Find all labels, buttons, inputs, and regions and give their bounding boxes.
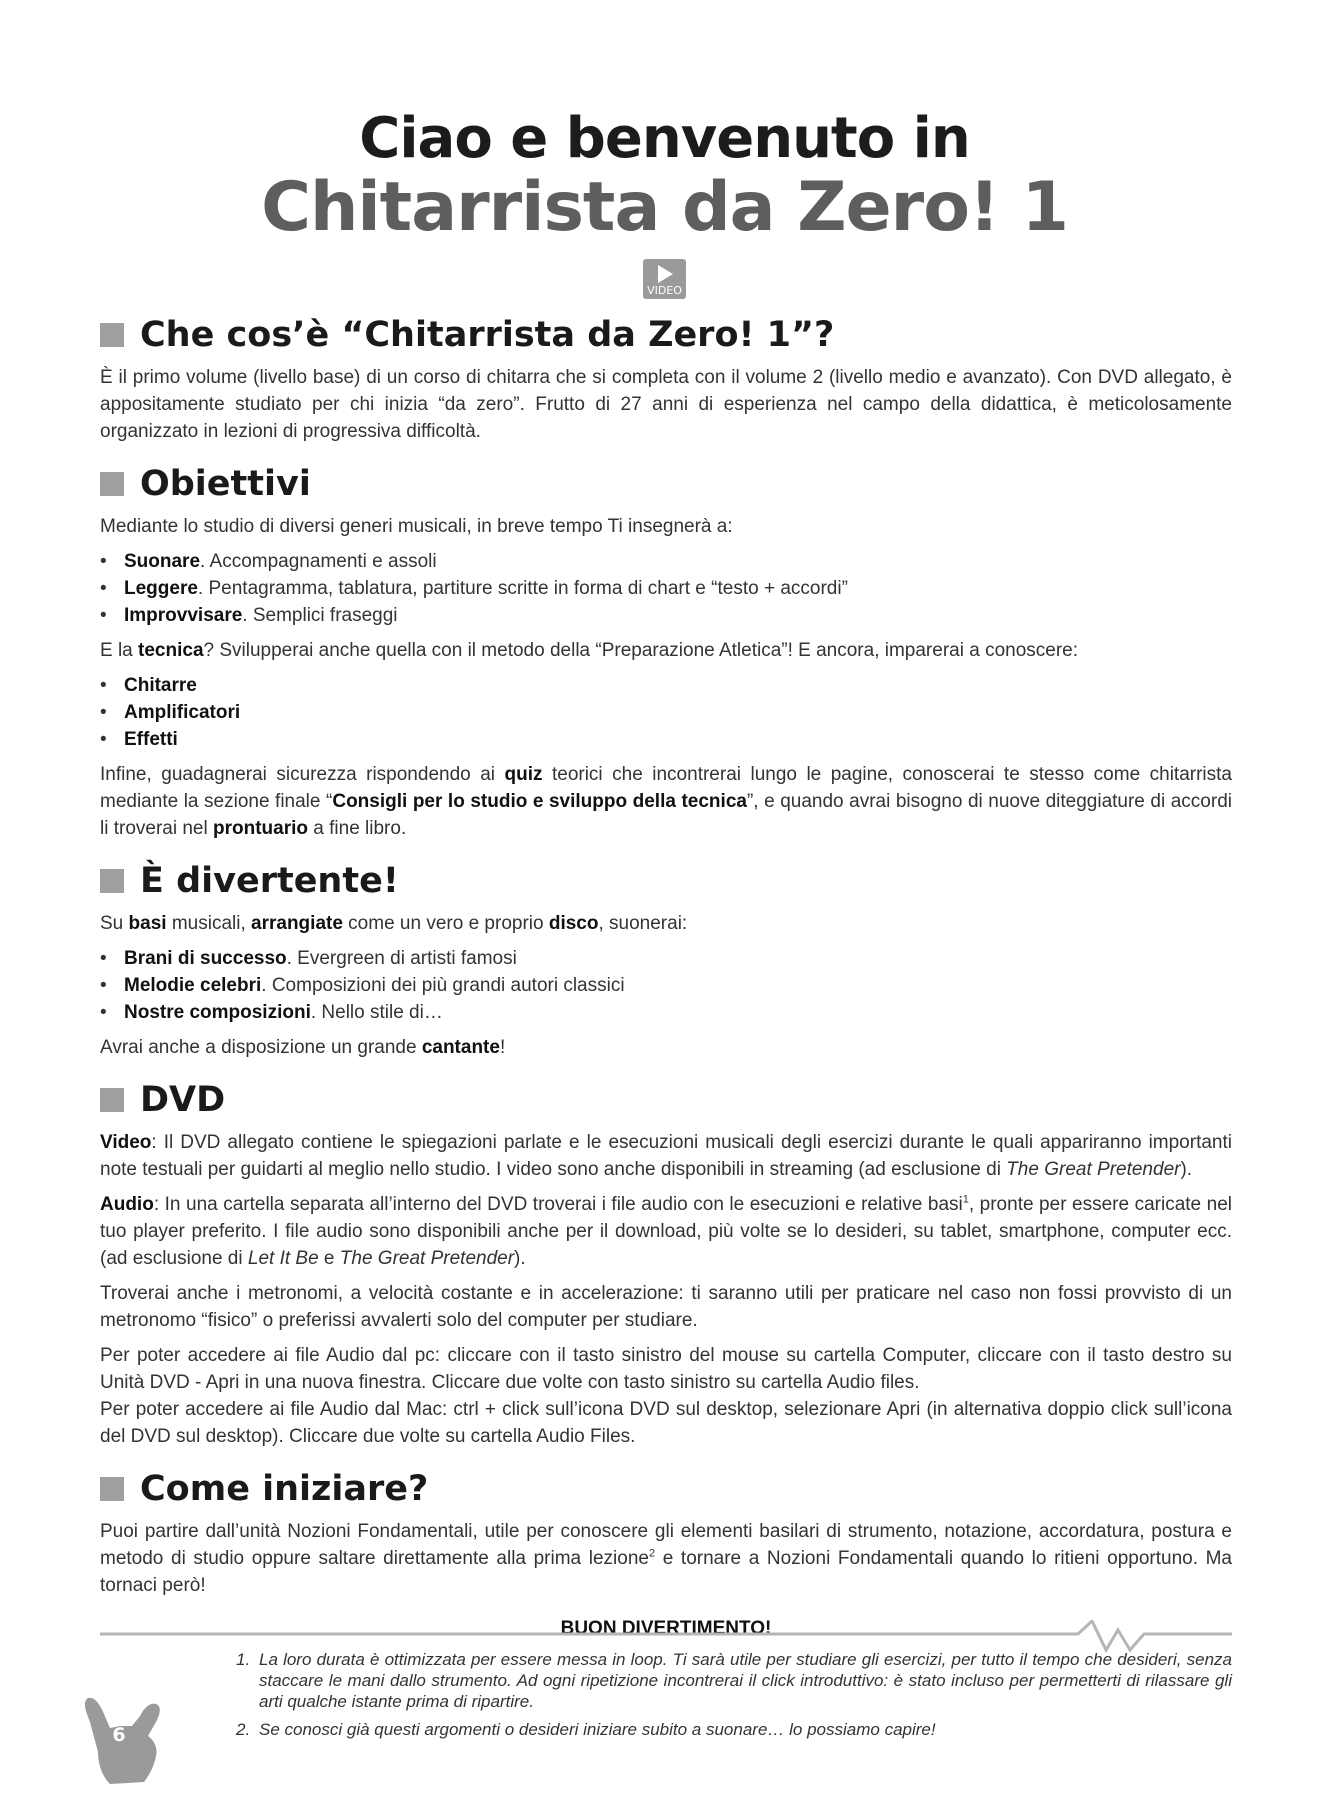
- list-item: • Improvvisare. Semplici fraseggi: [100, 602, 1232, 629]
- list-item: • Nostre composizioni. Nello stile di…: [100, 999, 1232, 1026]
- footnote: 2. Se conosci già questi argomenti o desideri iniziare subito a suonare… lo possiamo capire!: [236, 1720, 936, 1739]
- section-heading-iniziare: [100, 1466, 1232, 1512]
- section-square-icon: [100, 869, 124, 893]
- metronomi-paragraph: Troverai anche i metronomi, a velocità costante e in accelerazione: ti saranno utili per praticare nel caso non fossi provvisto di un metronomo “fisico” o preferissi avvalerti solo del computer per studiare.: [100, 1283, 1232, 1331]
- list-item: • Melodie celebri. Composizioni dei più grandi autori classici: [100, 972, 1232, 999]
- title-line-2: Chitarrista da Zero! 1: [261, 168, 1068, 247]
- list-item: • Leggere. Pentagramma, tablatura, partiture scritte in forma di chart e “testo + accordi”: [100, 575, 1232, 602]
- video-badge[interactable]: [643, 259, 686, 299]
- list-item: • Amplificatori: [100, 699, 1232, 726]
- repertoire-list: [100, 945, 1232, 1026]
- tecnica-paragraph: E la tecnica? Svilupperai anche quella con il metodo della “Preparazione Atletica”! E ancora, imparerai a conoscere:: [100, 640, 1079, 661]
- section-square-icon: [100, 472, 124, 496]
- footnotes: [236, 1649, 1232, 1747]
- section-heading-text: Che cos’è “Chitarrista da Zero! 1”?: [140, 315, 835, 355]
- iniziare-paragraph: Puoi partire dall’unità Nozioni Fondamentali, utile per conoscere gli elementi basilari di strumento, notazione, accordatura, postura e metodo di studio oppure saltare direttamente alla prima lezione$^2$ e tornare a Nozioni Fondamentali quando lo ritieni opportuno. Ma tornaci però!: [100, 1521, 1232, 1596]
- list-item: • Brani di successo. Evergreen di artisti famosi: [100, 945, 1232, 972]
- title-line-1: Ciao e benvenuto in: [359, 106, 970, 171]
- section-heading-text: Obiettivi: [140, 464, 311, 504]
- skills-list: [100, 548, 1232, 629]
- page-number: 6: [112, 1724, 126, 1746]
- closing-line: BUON DIVERTIMENTO!: [560, 1618, 772, 1639]
- section-heading-obiettivi: [100, 461, 1232, 507]
- section-square-icon: [100, 1477, 124, 1501]
- final-paragraph: Infine, guadagnerai sicurezza rispondendo ai quiz teorici che incontrerai lungo le pagine, conoscerai te stesso come chitarrista mediante la sezione finale “Consigli per lo studio e sviluppo della tecnica”, e quando avrai bisogno di nuove diteggiature di accordi li troverai nel prontuario a fine libro.: [100, 764, 1232, 839]
- section-square-icon: [100, 1088, 124, 1112]
- audio-paragraph: Audio: In una cartella separata all’interno del DVD troverai i file audio con le esecuzioni e relative basi$^1$, pronte per essere caricate nel tuo player preferito. I file audio sono disponibili anche per il download, più volte se lo desideri, su tablet, smartphone, computer ecc. (ad esclusione di Let It Be e The Great Pretender).: [100, 1193, 1232, 1269]
- video-paragraph: Video: Il DVD allegato contiene le spiegazioni parlate e le esecuzioni musicali degli esercizi durante le quali appariranno importanti note testuali per guidarti al meglio nello studio. I video sono anche disponibili in streaming (ad esclusione di The Great Pretender).: [100, 1132, 1232, 1180]
- page-title: [0, 108, 1329, 246]
- mac-paragraph: Per poter accedere ai file Audio dal Mac: ctrl + click sull’icona DVD sul desktop, selezionare Apri (in alternativa doppio click sull’icona del DVD sul desktop). Cliccare due volte su cartella Audio Files.: [100, 1399, 1232, 1447]
- video-badge-label: VIDEO: [647, 284, 682, 297]
- intro-paragraph: È il primo volume (livello base) di un corso di chitarra che si completa con il volume 2 (livello medio e avanzato). Con DVD allegato, è appositamente studiato per chi inizia “da zero”. Frutto di 27 anni di esperienza nel campo della didattica, è meticolosamente organizzato in lezioni di progressiva difficoltà.: [100, 367, 1232, 442]
- pc-paragraph: Per poter accedere ai file Audio dal pc: cliccare con il tasto sinistro del mouse su cartella Computer, cliccare con il tasto destro su Unità DVD - Apri in una nuova finestra. Cliccare due volte con tasto sinistro su cartella Audio files.: [100, 1345, 1232, 1393]
- list-item: • Suonare. Accompagnamenti e assoli: [100, 548, 1232, 575]
- section-heading-intro: [100, 312, 1232, 358]
- play-icon: [658, 265, 673, 283]
- section-heading-text: È divertente!: [140, 861, 399, 901]
- list-item: • Chitarre: [100, 672, 1232, 699]
- list-item: • Effetti: [100, 726, 1232, 753]
- footnote: 1. La loro durata è ottimizzata per essere messa in loop. Ti sarà utile per studiare gli esercizi, per tutto il tempo che desideri, senza staccare le mani dallo strumento. Ad ogni ripetizione incontrerai il click introduttivo: è stato incluso per permetterti di rilassare gli arti qualche istante prima di ripartire.: [236, 1650, 1232, 1711]
- section-heading-text: DVD: [140, 1080, 226, 1120]
- section-heading-dvd: [100, 1077, 1232, 1123]
- section-square-icon: [100, 323, 124, 347]
- section-heading-text: Come iniziare?: [140, 1469, 429, 1509]
- gear-list: [100, 672, 1232, 753]
- section-heading-divertente: [100, 858, 1232, 904]
- divertente-intro: Su basi musicali, arrangiate come un vero e proprio disco, suonerai:: [100, 913, 688, 934]
- obiettivi-intro: Mediante lo studio di diversi generi musicali, in breve tempo Ti insegnerà a:: [100, 516, 733, 537]
- main-content: [100, 312, 1232, 1642]
- cantante-paragraph: Avrai anche a disposizione un grande cantante!: [100, 1037, 506, 1058]
